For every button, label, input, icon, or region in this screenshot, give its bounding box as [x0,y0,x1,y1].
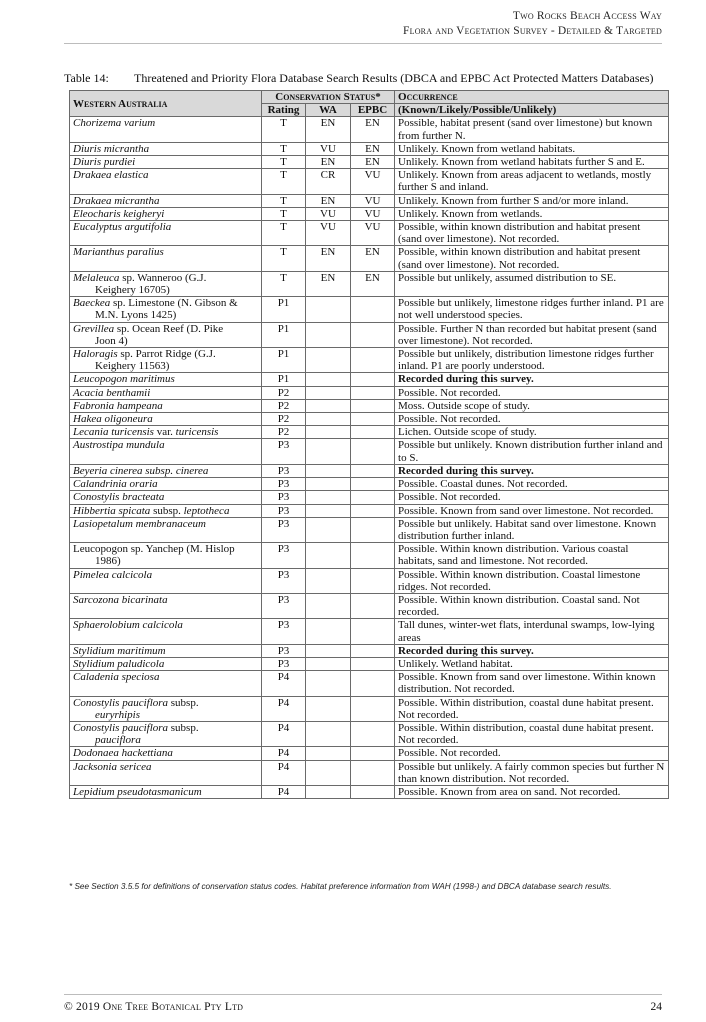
rating-cell: P4 [262,760,306,785]
wa-status-cell [306,644,351,657]
table-row [70,478,669,491]
column-header-occurrence: Occurrence [395,91,669,104]
species-name-part: sp. Parrot Ridge (G.J. [117,348,216,361]
epbc-status-cell [351,399,395,412]
species-name-cell [70,619,262,644]
species-name-part: Lecania turicensis [73,426,154,439]
table-row [70,169,669,194]
occurrence-cell: Unlikely. Known from wetland habitats. [395,142,669,155]
epbc-status-cell [351,785,395,798]
occurrence-cell: Possible. Known from sand over limestone. Not recorded. [395,504,669,517]
rating-cell: T [262,207,306,220]
species-name-part: Melaleuca [73,271,120,284]
rating-cell: P4 [262,696,306,721]
occurrence-cell: Possible. Known from sand over limestone. Within known distribution. Not recorded. [395,671,669,696]
species-name-part: Fabronia hampeana [73,399,163,412]
species-name-part: Conostylis bracteata [73,491,165,504]
wa-status-cell: VU [306,142,351,155]
species-name-cell [70,504,262,517]
epbc-status-cell [351,464,395,477]
rating-cell: P3 [262,504,306,517]
table-caption-text: Threatened and Priority Flora Database Search Results (DBCA and EPBC Act Protected Matters Databases) [134,71,654,85]
table-row [70,657,669,670]
wa-status-cell [306,760,351,785]
epbc-status-cell: EN [351,156,395,169]
species-name-cell [70,491,262,504]
rating-cell: P4 [262,671,306,696]
table-row [70,696,669,721]
table-number: Table 14: [64,71,109,85]
wa-status-cell [306,619,351,644]
rating-cell: T [262,221,306,246]
species-name-cell [70,439,262,464]
species-name-cell [70,543,262,568]
epbc-status-cell: VU [351,194,395,207]
epbc-status-cell [351,348,395,373]
species-name-part: Baeckea [73,297,111,310]
occurrence-cell: Possible. Within distribution, coastal dune habitat present. Not recorded. [395,721,669,746]
species-name-part: Beyeria cinerea subsp. cinerea [73,464,209,477]
wa-status-cell [306,464,351,477]
wa-status-cell: CR [306,169,351,194]
occurrence-cell: Unlikely. Known from wetlands. [395,207,669,220]
species-name-cell [70,322,262,347]
wa-status-cell: EN [306,246,351,271]
species-name-part: Caladenia speciosa [73,671,160,684]
occurrence-cell: Possible, within known distribution and habitat present (sand over limestone). Not recorded. [395,246,669,271]
table-row [70,517,669,542]
wa-status-cell [306,478,351,491]
species-name-cell [70,464,262,477]
epbc-status-cell [351,721,395,746]
table-row [70,348,669,373]
occurrence-cell: Recorded during this survey. [395,464,669,477]
rating-cell: P2 [262,413,306,426]
wa-status-cell [306,671,351,696]
wa-status-cell: EN [306,117,351,142]
rating-cell: T [262,156,306,169]
epbc-status-cell [351,644,395,657]
table-row [70,619,669,644]
occurrence-cell: Possible. Within known distribution. Various coastal habitats, sand and limestone. Not recorded. [395,543,669,568]
species-name-cell [70,478,262,491]
table-row [70,747,669,760]
epbc-status-cell [351,543,395,568]
occurrence-cell: Possible. Within known distribution. Coastal sand. Not recorded. [395,593,669,618]
wa-status-cell: VU [306,221,351,246]
rating-cell: T [262,142,306,155]
species-name-part: 1986) [95,555,121,568]
epbc-status-cell [351,491,395,504]
occurrence-cell: Possible. Not recorded. [395,413,669,426]
species-name-part: Acacia benthamii [73,386,151,399]
page-number: 24 [650,1001,662,1013]
species-name-cell [70,760,262,785]
epbc-status-cell [351,747,395,760]
table-row [70,207,669,220]
occurrence-cell: Unlikely. Wetland habitat. [395,657,669,670]
wa-status-cell [306,785,351,798]
species-name-part: pauciflora [95,734,141,747]
rating-cell: P1 [262,297,306,322]
rating-cell: P1 [262,322,306,347]
wa-status-cell [306,373,351,386]
species-name-cell [70,207,262,220]
species-name-part: euryrhipis [95,708,141,721]
species-name-part: Lepidium pseudotasmanicum [73,785,202,798]
table-row [70,142,669,155]
flora-table [69,90,669,799]
species-name-cell [70,156,262,169]
table-row [70,760,669,785]
rating-cell: P3 [262,543,306,568]
species-name-part: Eleocharis keigheryi [73,207,165,220]
occurrence-cell: Possible. Coastal dunes. Not recorded. [395,478,669,491]
table-caption [64,71,654,85]
rating-cell: P3 [262,464,306,477]
occurrence-cell: Moss. Outside scope of study. [395,399,669,412]
occurrence-cell: Possible, within known distribution and habitat present (sand over limestone). Not recorded. [395,221,669,246]
species-name-part: Hibbertia spicata [73,504,151,517]
species-name-cell [70,271,262,296]
species-name-part: Hakea oligoneura [73,413,153,426]
occurrence-cell: Possible. Not recorded. [395,386,669,399]
wa-status-cell [306,593,351,618]
wa-status-cell [306,504,351,517]
wa-status-cell [306,386,351,399]
rating-cell: T [262,169,306,194]
wa-status-cell [306,348,351,373]
epbc-status-cell: EN [351,142,395,155]
epbc-status-cell [351,619,395,644]
species-name-part: Eucalyptus argutifolia [73,221,172,234]
rating-cell: P3 [262,517,306,542]
species-name-part: subsp. [168,696,199,709]
table-row [70,671,669,696]
occurrence-cell: Recorded during this survey. [395,373,669,386]
rating-cell: T [262,271,306,296]
species-name-cell [70,696,262,721]
species-name-part: Keighery 16705) [95,284,170,297]
species-name-cell [70,142,262,155]
rating-cell: P2 [262,399,306,412]
occurrence-cell: Possible but unlikely. A fairly common species but further N than known distribution. Not recorded. [395,760,669,785]
table-row [70,194,669,207]
species-name-part: Drakaea elastica [73,169,149,182]
species-name-part: sp. Limestone (N. Gibson & [110,297,238,310]
species-name-part: turicensis [175,426,219,439]
header-project-title: Two Rocks Beach Access Way [512,10,662,22]
flora-table-body [70,117,669,799]
species-name-cell [70,644,262,657]
species-name-part: Conostylis pauciflora [73,696,169,709]
wa-status-cell [306,426,351,439]
species-name-part: M.N. Lyons 1425) [95,309,177,322]
epbc-status-cell: EN [351,246,395,271]
table-row [70,543,669,568]
footer-copyright: © 2019 One Tree Botanical Pty Ltd [64,1001,244,1013]
species-name-cell [70,568,262,593]
wa-status-cell [306,517,351,542]
epbc-status-cell: VU [351,221,395,246]
table-row [70,644,669,657]
table-row [70,399,669,412]
wa-status-cell [306,322,351,347]
occurrence-cell: Possible but unlikely. Habitat sand over limestone. Known distribution further inland. [395,517,669,542]
wa-status-cell [306,568,351,593]
occurrence-cell: Unlikely. Known from further S and/or more inland. [395,194,669,207]
wa-status-cell [306,439,351,464]
column-header-conservation-status: Conservation Status* [262,91,395,104]
rating-cell: T [262,246,306,271]
species-name-cell [70,169,262,194]
species-name-part: Haloragis [73,348,118,361]
species-name-part: Joon 4) [95,334,128,347]
footer-divider [64,994,662,995]
species-name-part: subsp. [150,504,184,517]
species-name-part: sp. Wanneroo (G.J. [119,271,207,284]
wa-status-cell [306,297,351,322]
epbc-status-cell: VU [351,207,395,220]
table-row [70,156,669,169]
occurrence-cell: Possible. Within known distribution. Coastal limestone ridges. Not recorded. [395,568,669,593]
epbc-status-cell [351,478,395,491]
column-header-western-australia: Western Australia [70,91,262,117]
wa-status-cell: EN [306,194,351,207]
wa-status-cell: VU [306,207,351,220]
species-name-part: Keighery 11563) [95,360,170,373]
species-name-cell [70,785,262,798]
species-name-part: Calandrinia oraria [73,478,158,491]
column-header-epbc: EPBC [351,104,395,117]
epbc-status-cell [351,297,395,322]
occurrence-cell: Unlikely. Known from wetland habitats further S and E. [395,156,669,169]
occurrence-cell: Possible but unlikely, assumed distribution to SE. [395,271,669,296]
table-row [70,322,669,347]
table-row [70,117,669,142]
species-name-part: Jacksonia sericea [73,760,152,773]
epbc-status-cell: VU [351,169,395,194]
rating-cell: P3 [262,593,306,618]
table-footnote: * See Section 3.5.5 for definitions of conservation status codes. Habitat preference information from WAH (1998-) and DBCA database search results. [69,882,612,891]
occurrence-cell: Unlikely. Known from areas adjacent to wetlands, mostly further S and inland. [395,169,669,194]
epbc-status-cell [351,322,395,347]
occurrence-cell: Possible. Within distribution, coastal dune habitat present. Not recorded. [395,696,669,721]
species-name-part: Drakaea micrantha [73,194,160,207]
species-name-cell [70,593,262,618]
rating-cell: P3 [262,491,306,504]
epbc-status-cell [351,657,395,670]
occurrence-cell: Possible, habitat present (sand over limestone) but known from further N. [395,117,669,142]
occurrence-cell: Recorded during this survey. [395,644,669,657]
rating-cell: T [262,194,306,207]
occurrence-cell: Possible. Not recorded. [395,747,669,760]
species-name-cell [70,657,262,670]
wa-status-cell [306,721,351,746]
rating-cell: P2 [262,386,306,399]
species-name-part: Dodonaea hackettiana [73,747,173,760]
table-row [70,373,669,386]
rating-cell: T [262,117,306,142]
table-row [70,386,669,399]
rating-cell: P2 [262,426,306,439]
species-name-part: leptotheca [183,504,230,517]
species-name-part: Conostylis pauciflora [73,721,169,734]
header-report-title: Flora and Vegetation Survey - Detailed & Targeted [403,25,662,37]
epbc-status-cell [351,386,395,399]
epbc-status-cell [351,373,395,386]
epbc-status-cell [351,413,395,426]
species-name-part: Diuris micrantha [73,142,150,155]
species-name-part: Austrostipa mundula [73,439,165,452]
species-name-part: Stylidium paludicola [73,657,165,670]
species-name-cell [70,399,262,412]
occurrence-cell: Possible. Not recorded. [395,491,669,504]
epbc-status-cell [351,671,395,696]
species-name-part: Marianthus paralius [73,246,164,259]
wa-status-cell: EN [306,271,351,296]
wa-status-cell [306,657,351,670]
table-row [70,504,669,517]
species-name-part: Stylidium maritimum [73,644,166,657]
wa-status-cell [306,543,351,568]
table-row [70,464,669,477]
species-name-part: var. [153,426,176,439]
occurrence-cell: Possible but unlikely, distribution limestone ridges further inland. P1 are poorly understood. [395,348,669,373]
occurrence-cell: Lichen. Outside scope of study. [395,426,669,439]
species-name-cell [70,721,262,746]
table-row [70,221,669,246]
epbc-status-cell [351,760,395,785]
species-name-cell [70,413,262,426]
species-name-cell [70,386,262,399]
rating-cell: P4 [262,747,306,760]
table-row [70,721,669,746]
epbc-status-cell [351,504,395,517]
species-name-cell [70,221,262,246]
table-row [70,785,669,798]
occurrence-cell: Possible. Further N than recorded but habitat present (sand over limestone). Not recorded. [395,322,669,347]
running-header [403,9,662,39]
wa-status-cell: EN [306,156,351,169]
table-row [70,246,669,271]
species-name-part: Lasiopetalum membranaceum [73,517,206,530]
rating-cell: P3 [262,619,306,644]
table-row [70,271,669,296]
species-name-cell [70,297,262,322]
table-row [70,593,669,618]
species-name-part: Sphaerolobium calcicola [73,619,183,632]
table-row [70,439,669,464]
species-name-part: Leucopogon maritimus [73,373,175,386]
table-row [70,568,669,593]
table-row [70,491,669,504]
species-name-cell [70,348,262,373]
species-name-part: subsp. [168,721,199,734]
rating-cell: P4 [262,721,306,746]
wa-status-cell [306,491,351,504]
rating-cell: P4 [262,785,306,798]
species-name-part: Leucopogon sp. Yanchep (M. Hislop [73,543,235,556]
species-name-cell [70,747,262,760]
wa-status-cell [306,399,351,412]
epbc-status-cell [351,568,395,593]
epbc-status-cell [351,517,395,542]
species-name-part: Pimelea calcicola [73,568,153,581]
species-name-part: Sarcozona bicarinata [73,593,168,606]
species-name-part: Diuris purdiei [73,156,136,169]
header-divider [64,43,662,44]
table-row [70,413,669,426]
rating-cell: P1 [262,348,306,373]
table-row [70,426,669,439]
species-name-cell [70,517,262,542]
epbc-status-cell [351,696,395,721]
wa-status-cell [306,696,351,721]
wa-status-cell [306,413,351,426]
rating-cell: P1 [262,373,306,386]
species-name-part: Chorizema varium [73,117,156,130]
species-name-cell [70,671,262,696]
occurrence-cell: Possible but unlikely. Known distribution further inland and to S. [395,439,669,464]
rating-cell: P3 [262,478,306,491]
rating-cell: P3 [262,657,306,670]
epbc-status-cell: EN [351,271,395,296]
table-row [70,297,669,322]
species-name-cell [70,117,262,142]
rating-cell: P3 [262,439,306,464]
column-header-rating: Rating [262,104,306,117]
epbc-status-cell: EN [351,117,395,142]
epbc-status-cell [351,593,395,618]
rating-cell: P3 [262,644,306,657]
species-name-cell [70,426,262,439]
species-name-cell [70,373,262,386]
species-name-cell [70,194,262,207]
occurrence-cell: Possible but unlikely, limestone ridges further inland. P1 are not well understood species. [395,297,669,322]
column-header-occurrence-sub: (Known/Likely/Possible/Unlikely) [395,104,669,117]
occurrence-cell: Tall dunes, winter-wet flats, interdunal swamps, low-lying areas [395,619,669,644]
column-header-wa: WA [306,104,351,117]
wa-status-cell [306,747,351,760]
species-name-cell [70,246,262,271]
occurrence-cell: Possible. Known from area on sand. Not recorded. [395,785,669,798]
rating-cell: P3 [262,568,306,593]
species-name-part: Grevillea [73,322,115,335]
epbc-status-cell [351,439,395,464]
species-name-part: sp. Ocean Reef (D. Pike [114,322,224,335]
epbc-status-cell [351,426,395,439]
